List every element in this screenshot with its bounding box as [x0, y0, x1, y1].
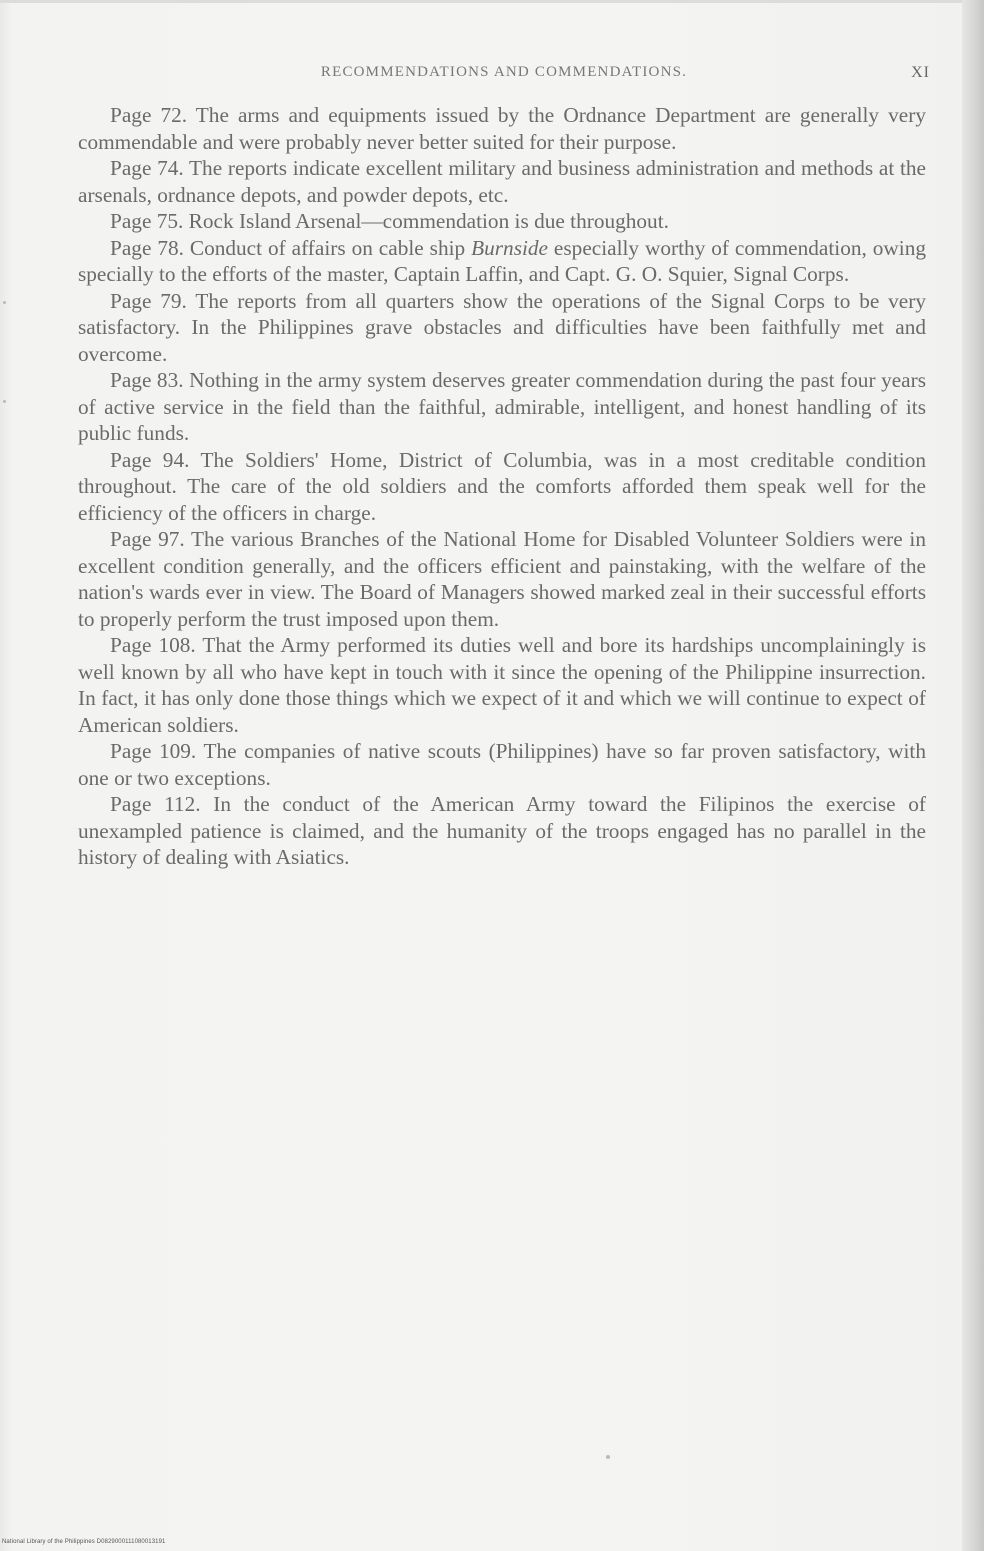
paragraph-page-72: Page 72. The arms and equipments issued by the Ordnance Department are generally very commendable and were probably never better suited for their purpose.	[78, 103, 926, 154]
header-title: RECOMMENDATIONS AND COMMENDATIONS.	[320, 64, 688, 80]
scan-speck	[3, 301, 6, 304]
scan-footer: National Library of the Philippines D0829000111080013191	[2, 1539, 166, 1545]
ship-name-italic: Burnside	[471, 235, 548, 260]
paragraph-page-78-end: especially worthy of commendation, owing specially to the efforts of the master, Captain Laffin, and Capt. G. O. Squier, Signal Corps.	[78, 235, 926, 286]
page-edge-shadow	[962, 0, 984, 1551]
scan-speck	[3, 400, 6, 403]
paragraph-page-109: Page 109. The companies of native scouts (Philippines) have so far proven satisfactory, with one or two exceptions.	[78, 739, 926, 790]
paragraph-page-108: Page 108. That the Army performed its duties well and bore its hardships uncomplainingly is well known by all who have kept in touch with it since the opening of the Philippine insurrection. In fact, it has only done those things which we expect of it and which we will continue to expect of American soldiers.	[78, 633, 926, 737]
body-text	[78, 102, 926, 871]
paragraph-page-79: Page 79. The reports from all quarters show the operations of the Signal Corps to be very satisfactory. In the Philippines grave obstacles and difficulties have been faithfully met and overcome.	[78, 288, 926, 366]
top-edge-shadow	[0, 0, 984, 3]
paragraph-page-74: Page 74. The reports indicate excellent military and business administration and methods at the arsenals, ordnance depots, and powder depots, etc.	[78, 156, 926, 207]
paragraph-page-94: Page 94. The Soldiers' Home, District of Columbia, was in a most creditable condition throughout. The care of the old soldiers and the comforts afforded them speak well for the efficiency of the officers in charge.	[78, 447, 926, 525]
paragraph-page-97: Page 97. The various Branches of the National Home for Disabled Volunteer Soldiers were in excellent condition generally, and the officers efficient and painstaking, with the welfare of the nation's wards ever in view. The Board of Managers showed marked zeal in their successful efforts to properly perform the trust imposed upon them.	[78, 527, 926, 631]
paragraph-page-83: Page 83. Nothing in the army system deserves greater commendation during the past four years of active service in the field than the faithful, admirable, intelligent, and honest handling of its public funds.	[78, 368, 926, 445]
running-header	[78, 64, 930, 88]
page-number: XI	[911, 64, 930, 81]
paragraph-page-75: Page 75. Rock Island Arsenal—commendation is due throughout.	[110, 209, 669, 233]
scan-speck	[606, 1455, 610, 1459]
paragraph-page-112: Page 112. In the conduct of the American Army toward the Filipinos the exercise of unexampled patience is claimed, and the humanity of the troops engaged has no parallel in the history of dealing with Asiatics.	[78, 792, 926, 869]
paragraph-page-78	[78, 235, 926, 288]
paragraph-page-78-start: Page 78. Conduct of affairs on cable ship	[110, 235, 472, 260]
